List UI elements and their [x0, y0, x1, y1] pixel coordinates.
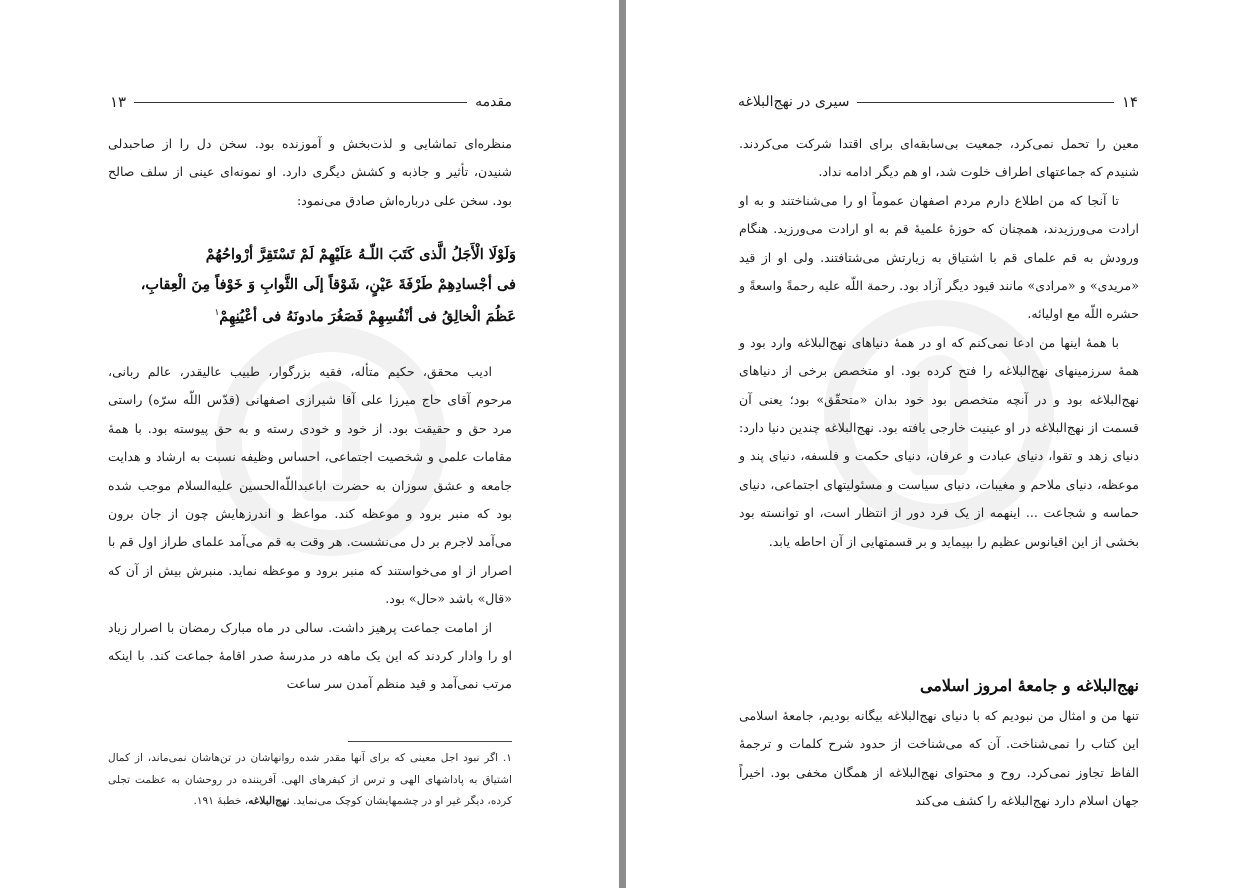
header-rule — [134, 102, 467, 103]
footnote-separator — [348, 741, 512, 742]
footnote — [108, 748, 512, 813]
running-section-title: مقدمه — [475, 94, 512, 110]
arabic-quote — [104, 240, 516, 331]
right-page — [626, 0, 1250, 888]
main-text-block — [108, 358, 512, 699]
paragraph: منظره‌ای تماشایی و لذت‌بخش و آموزنده بود. سخن دل را از صاحبدلی شنیدن، تأثیر و جاذبه و کشش دیگری دارد. او نمونه‌ای عینی از سلف صالح بود. سخن علی درباره‌اش صادق می‌نمود: — [108, 136, 512, 208]
paragraph: تنها من و امثال من نبودیم که با دنیای نهج‌البلاغه بیگانه بودیم، جامعهٔ اسلامی این کتاب را نمی‌شناخت. آن که می‌شناخت از حدود شرح کلمات و ترجمهٔ الفاظ تجاوز نمی‌کرد. روح و محتوای نهج‌البلاغه از همگان مخفی بود. اخیراً جهان اسلام دارد نهج‌البلاغه را کشف می‌کند — [739, 708, 1139, 809]
paragraph: معین را تحمل نمی‌کرد، جمعیت بی‌سابقه‌ای برای اقتدا شرکت می‌کردند. شنیدم که جماعتهای اطراف خلوت شد، او هم دیگر ادامه نداد. — [739, 136, 1139, 180]
quote-line-text: عَظُمَ الْخالِقُ فی أنْفُسِهِمْ فَصَغُرَ مادونَهُ فی أعْیُنِهِمْ — [219, 307, 516, 325]
footnote-marker: ۱ — [214, 308, 220, 318]
page-number: ۱۳ — [110, 93, 127, 111]
quote-line-last — [104, 299, 516, 331]
paragraph: از امامت جماعت پرهیز داشت. سالی در ماه مبارک رمضان با اصرار زیاد او را وادار کردند که این یک ماهه در مدرسهٔ صدر اقامهٔ جماعت کند. با اینکه مرتب نمی‌آمد و قید منظم آمدن سر ساعت — [108, 619, 512, 692]
header-rule — [857, 102, 1113, 103]
quote-line: فی أجْسادِهِمْ طَرْفَةَ عَیْنٍ، شَوْقاً إلَی الثَّوابِ وَ خَوْفاً مِنَ الْعِقابِ، — [140, 275, 516, 293]
footnote-source-title: نهج‌البلاغه — [248, 795, 290, 807]
paragraph: ادیب محقق، حکیم متأله، فقیه بزرگوار، طبیب عالیقدر، عالم ربانی، مرحوم آقای حاج میرزا علی آقا شیرازی اصفهانی (قدّس اللّه سرّه) راستی مرد حق و حقیقت بود. از خود و خودی رسته و به حق پیوسته بود. با همهٔ مقامات علمی و شخصیت اجتماعی، احساس وظیفه نسبت به ارشاد و هدایت جامعه و عشق سوزان به حضرت اباعبداللّه‌الحسین علیه‌السلام موجب شده بود که منبر برود و موعظه کند. مواعظ و اندرزهایش چون از جان برون می‌آمد لاجرم بر دل می‌نشست. هر وقت به قم می‌آمد علمای طراز اول قم با اصرار از او می‌خواستند که منبر برود و موعظه نماید. منبرش بیش از آن که «قال» باشد «حال» بود. — [108, 364, 512, 607]
paragraph: تا آنجا که من اطلاع دارم مردم اصفهان عموماً او را می‌شناختند و به او ارادت می‌ورزیدند، همچنان که حوزهٔ علمیهٔ قم به او ارادت می‌ورزید. هنگام ورودش به قم علمای قم با اشتیاق به زیارتش می‌شتافتند. ولی او از قید «مریدی» و «مرادی» مانند قیود دیگر آزاد بود. رحمة اللّه علیه رحمةً واسعةً و حشره اللّه مع اولیائه. — [739, 192, 1139, 322]
intro-paragraph-block — [108, 130, 512, 215]
running-book-title: سیری در نهج‌البلاغه — [738, 94, 850, 110]
paragraph: با همهٔ اینها من ادعا نمی‌کنم که او در همهٔ دنیاهای نهج‌البلاغه وارد بود و همهٔ سرزمینهای نهج‌البلاغه را فتح کرده بود. او متخصص برخی از دنیاهای نهج‌البلاغه بود و در آنچه متخصص بود خود بدان «متحقّق» بود؛ یعنی آن قسمت از نهج‌البلاغه در او عینیت خارجی یافته بود. نهج‌البلاغه چندین دنیا دارد: دنیای زهد و تقوا، دنیای عبادت و عرفان، دنیای حکمت و فلسفه، دنیای پند و موعظه، دنیای ملاحم و مغیبات، دنیای سیاست و مسئولیتهای اجتماعی، دنیای حماسه و شجاعت ... اینهمه از یک فرد دور از انتظار است، او توانسته بود بخشی از این اقیانوس عظیم را بپیماید و بر قسمتهایی از آن احاطه یابد. — [739, 334, 1139, 549]
left-page-header — [110, 90, 512, 114]
section-heading: نهج‌البلاغه و جامعهٔ امروز اسلامی — [919, 676, 1139, 695]
section-text-block — [739, 702, 1139, 816]
book-spine-gutter — [619, 0, 626, 888]
main-text-block — [739, 130, 1139, 556]
right-page-header — [738, 90, 1138, 114]
footnote-text: ۱. اگر نبود اجل معینی که برای آنها مقدر شده روانهاشان در تن‌هاشان نمی‌ماند، از کمال اشتیاق به پاداشهای الهی و ترس از کیفرهای الهی. آفریننده در روحشان به عظمت تجلی کرده، دیگر غیر او در چشمهایشان کوچک می‌نماید. — [108, 752, 512, 807]
quote-line: وَلَوْلَا الْأَجَلُ الَّذی کَتَبَ اللّـهُ عَلَیْهِمْ لَمْ تَسْتَقِرَّ أرْواحُهُمْ — [205, 246, 516, 263]
left-page — [0, 0, 619, 888]
footnote-source-ref: ، خطبهٔ ۱۹۱. — [193, 795, 249, 807]
page-number: ۱۴ — [1121, 93, 1138, 111]
